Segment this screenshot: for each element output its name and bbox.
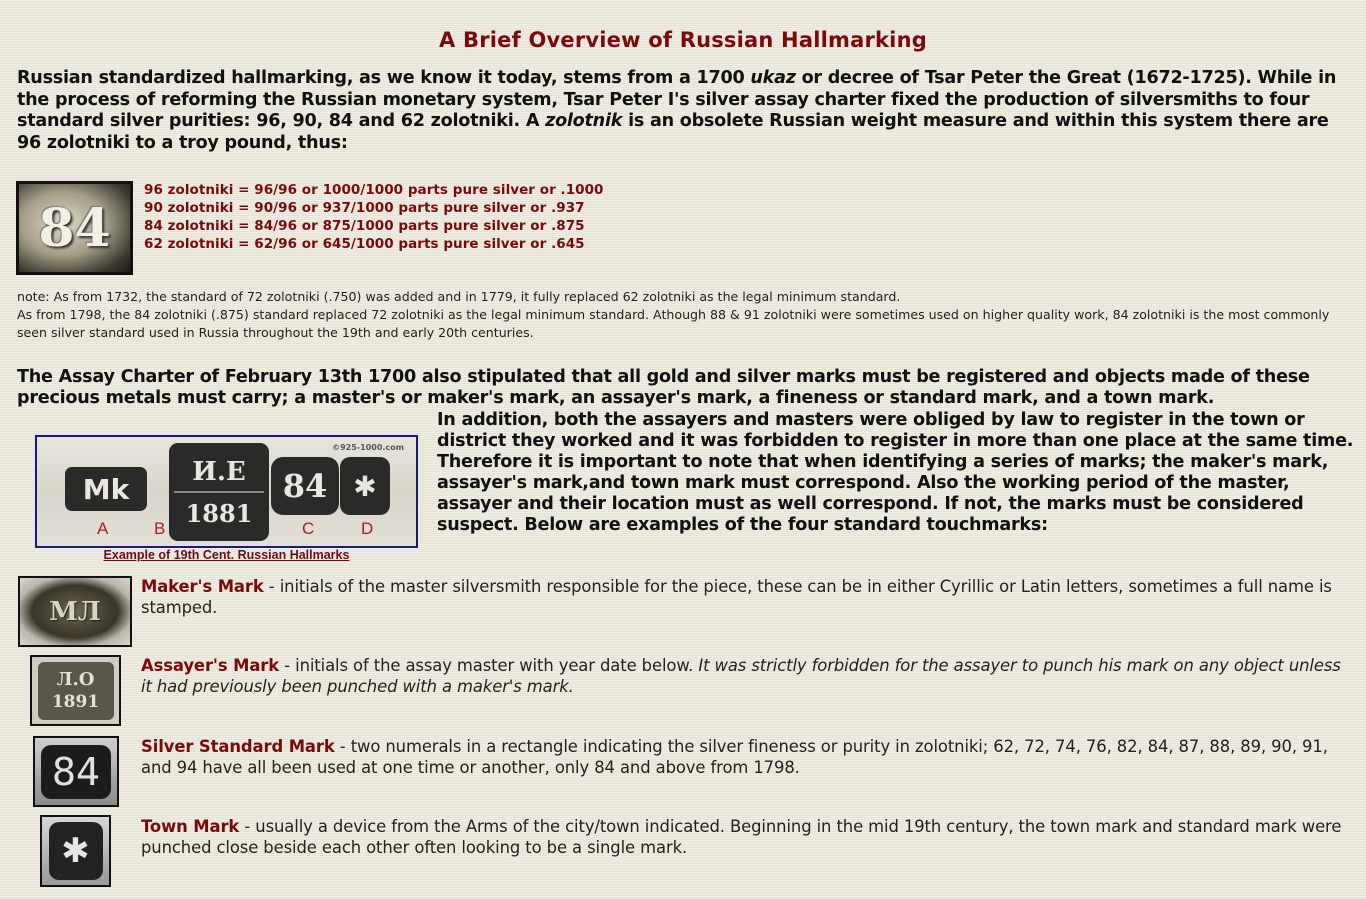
example-hallmarks-image [35, 435, 418, 548]
intro-text-2: or decree of Tsar Peter the Great (1672-1725). While in the process of reforming the Russian monetary system, Tsar Peter I's silver assay charter fixed the production of silversmiths to four standard silver purities: 96, 90, 84 and 62 zolotniki. A [17, 68, 1337, 131]
purity-item: 84 zolotniki = 84/96 or 875/1000 parts pure silver or .875 [144, 218, 585, 234]
charter-paragraph: The Assay Charter of February 13th 1700 also stipulated that all gold and silver marks must be registered and objects made of these precious metals must carry; a master's or maker's mark, an assayer's mark, a fineness or standard mark, and a town mark. [17, 367, 1310, 408]
letter-c: C [302, 519, 315, 538]
letter-b: B [154, 519, 166, 538]
assayers-mark-text: - initials of the assay master with year date below. [279, 656, 699, 675]
standard-mark-description [141, 736, 1351, 778]
term-zolotnik: zolotnik [545, 111, 623, 131]
standard-mark-numerals: 84 [51, 749, 101, 794]
standard-mark-image [33, 736, 119, 807]
purity-item: 90 zolotniki = 90/96 or 937/1000 parts pure silver or .937 [144, 200, 585, 216]
hallmark-84-numerals: 84 [38, 197, 111, 259]
letter-a: A [97, 519, 109, 538]
note-paragraph [17, 288, 1357, 342]
standard-mark-text: - two numerals in a rectangle indicating the silver fineness or purity in zolotniki; 62, 72, 74, 76, 82, 84, 87, 88, 89, 90, 91, and 94 have all been used at one time or another, only 84 and above from 1798. [141, 737, 1328, 777]
term-ukaz: ukaz [750, 68, 796, 88]
note-line-2: As from 1798, the 84 zolotniki (.875) standard replaced 72 zolotniki as the legal minimum standard. Athough 88 & 91 zolotniki were sometimes used on higher quality work, 84 zolotniki is the most commonly seen silver standard used in Russia throughout the 19th and early 20th centuries. [17, 307, 1330, 340]
town-mark-term: Town Mark [141, 817, 240, 836]
page-title: A Brief Overview of Russian Hallmarking [439, 28, 927, 53]
makers-mark-term: Maker's Mark [141, 577, 264, 596]
makers-mark-initials: МЛ [49, 596, 101, 627]
intro-text-3: is an obsolete Russian weight measure and within this system there are 96 zolotniki to a troy pound, thus: [17, 111, 1329, 153]
note-line-1: note: As from 1732, the standard of 72 zolotniki (.750) was added and in 1779, it fully replaced 62 zolotniki as the legal minimum standard. [17, 289, 901, 304]
hallmark-84-image [16, 181, 133, 275]
town-mark-description [141, 816, 1351, 858]
assayers-mark-note: It was strictly forbidden for the assayer to punch his mark on any object unless it had previously been punched with a maker's mark. [141, 656, 1341, 696]
maker-stamp: Mk [65, 467, 147, 511]
assayer-year: 1891 [51, 691, 100, 712]
assayer-initials: И.Е [174, 457, 264, 493]
purity-item: 62 zolotniki = 62/96 or 645/1000 parts pure silver or .645 [144, 236, 585, 252]
town-stamp: ✱ [340, 457, 390, 515]
intro-paragraph [17, 68, 1357, 154]
example-caption: Example of 19th Cent. Russian Hallmarks [103, 548, 350, 562]
intro-text-1: Russian standardized hallmarking, as we know it today, stems from a 1700 [17, 68, 751, 88]
makers-mark-description [141, 576, 1351, 618]
letter-d: D [361, 519, 374, 538]
town-mark-text: - usually a device from the Arms of the city/town indicated. Beginning in the mid 19th century, the town mark and standard mark were punched close beside each other often looking to be a single mark. [141, 817, 1342, 857]
assayer-year: 1881 [185, 498, 253, 528]
standard-stamp: 84 [271, 457, 339, 515]
assayer-initials: Л.О [56, 668, 95, 690]
town-mark-device: ✱ [61, 831, 90, 871]
makers-mark-text: - initials of the master silversmith responsible for the piece, these can be in either Cyrillic or Latin letters, sometimes a full name is stamped. [141, 577, 1332, 617]
charter-continued-paragraph: In addition, both the assayers and masters were obliged by law to register in the town or district they worked and it was forbidden to register in more than one place at the same time. Therefore it is important to note that when identifying a series of marks; the maker's mark, assayer's mark,and town mark must correspond. Also the working period of the master, assayer and their location must as well correspond. If not, the marks must be considered suspect. Below are examples of the four standard touchmarks: [437, 410, 1354, 535]
purity-list [144, 181, 604, 253]
assayers-mark-image [30, 655, 121, 726]
assayer-stamp [169, 443, 269, 541]
purity-item: 96 zolotniki = 96/96 or 1000/1000 parts pure silver or .1000 [144, 182, 604, 198]
assayers-mark-term: Assayer's Mark [141, 656, 280, 675]
standard-mark-term: Silver Standard Mark [141, 737, 335, 756]
watermark: ©925-1000.com [332, 443, 404, 452]
town-mark-image [40, 815, 111, 887]
makers-mark-image [18, 576, 132, 647]
assayers-mark-description [141, 655, 1351, 697]
